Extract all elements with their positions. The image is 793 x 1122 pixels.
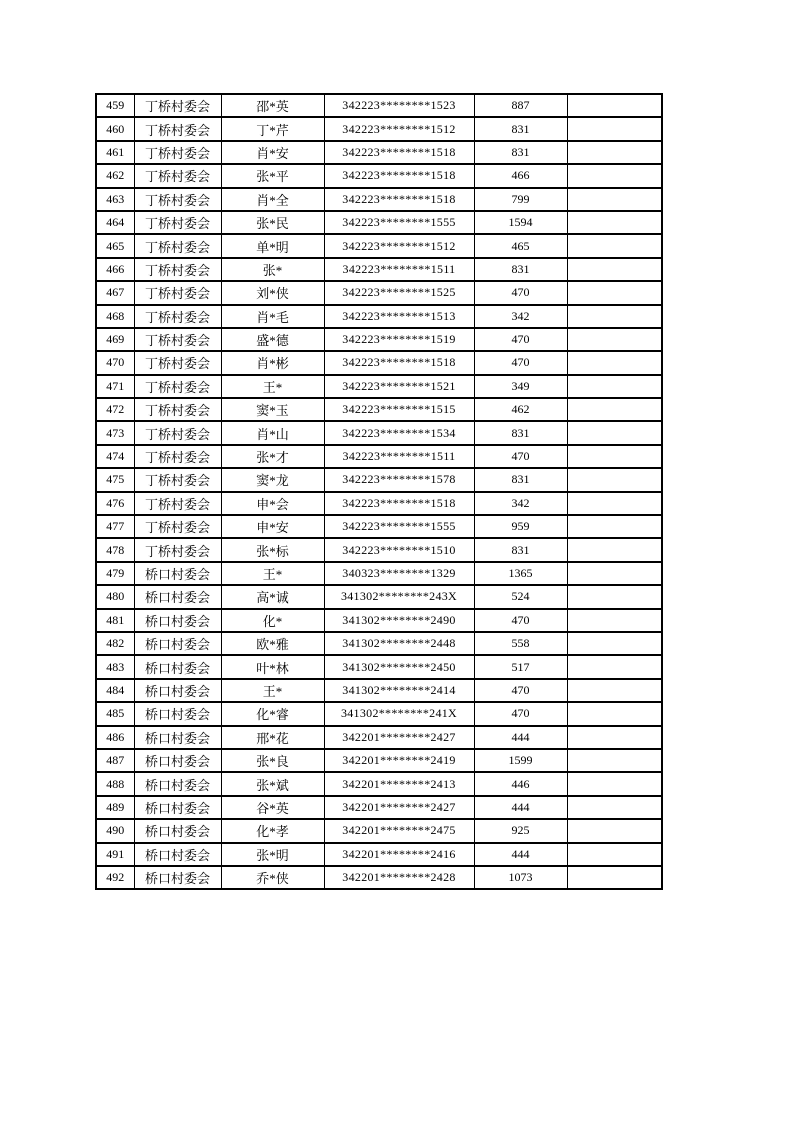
- person-name-cell: 化*睿: [221, 702, 324, 725]
- id-number-cell: 342201********2413: [324, 772, 474, 795]
- person-name-cell: 肖*毛: [221, 305, 324, 328]
- row-number-cell: 485: [96, 702, 134, 725]
- table-row: [96, 819, 662, 842]
- note-cell: [567, 117, 662, 140]
- person-name-cell: 王*: [221, 562, 324, 585]
- village-cell: 丁桥村委会: [134, 164, 221, 187]
- id-number-cell: 342201********2475: [324, 819, 474, 842]
- amount-cell: 1599: [474, 749, 567, 772]
- village-cell: 丁桥村委会: [134, 468, 221, 491]
- id-number-cell: 342201********2427: [324, 726, 474, 749]
- table-body: [96, 94, 662, 889]
- note-cell: [567, 726, 662, 749]
- id-number-cell: 342223********1523: [324, 94, 474, 117]
- row-number-cell: 473: [96, 421, 134, 444]
- id-number-cell: 342223********1519: [324, 328, 474, 351]
- note-cell: [567, 538, 662, 561]
- village-cell: 丁桥村委会: [134, 375, 221, 398]
- person-name-cell: 张*: [221, 258, 324, 281]
- amount-cell: 517: [474, 655, 567, 678]
- note-cell: [567, 305, 662, 328]
- table-row: [96, 258, 662, 281]
- table-row: [96, 796, 662, 819]
- id-number-cell: 342201********2427: [324, 796, 474, 819]
- amount-cell: 524: [474, 585, 567, 608]
- row-number-cell: 483: [96, 655, 134, 678]
- note-cell: [567, 351, 662, 374]
- table-row: [96, 328, 662, 351]
- row-number-cell: 474: [96, 445, 134, 468]
- note-cell: [567, 398, 662, 421]
- id-number-cell: 341302********2448: [324, 632, 474, 655]
- row-number-cell: 462: [96, 164, 134, 187]
- table-row: [96, 305, 662, 328]
- village-cell: 丁桥村委会: [134, 94, 221, 117]
- person-name-cell: 张*标: [221, 538, 324, 561]
- village-cell: 丁桥村委会: [134, 515, 221, 538]
- village-cell: 丁桥村委会: [134, 117, 221, 140]
- table-row: [96, 234, 662, 257]
- note-cell: [567, 632, 662, 655]
- village-cell: 桥口村委会: [134, 609, 221, 632]
- id-number-cell: 342223********1510: [324, 538, 474, 561]
- village-cell: 丁桥村委会: [134, 421, 221, 444]
- table-row: [96, 398, 662, 421]
- amount-cell: 470: [474, 679, 567, 702]
- person-name-cell: 张*平: [221, 164, 324, 187]
- person-name-cell: 窦*龙: [221, 468, 324, 491]
- id-number-cell: 342223********1512: [324, 117, 474, 140]
- person-name-cell: 张*才: [221, 445, 324, 468]
- person-name-cell: 单*明: [221, 234, 324, 257]
- amount-cell: 470: [474, 328, 567, 351]
- row-number-cell: 467: [96, 281, 134, 304]
- person-name-cell: 张*民: [221, 211, 324, 234]
- id-number-cell: 341302********243X: [324, 585, 474, 608]
- note-cell: [567, 679, 662, 702]
- id-number-cell: 342223********1555: [324, 211, 474, 234]
- row-number-cell: 488: [96, 772, 134, 795]
- table-row: [96, 866, 662, 889]
- person-name-cell: 邢*花: [221, 726, 324, 749]
- village-cell: 桥口村委会: [134, 843, 221, 866]
- row-number-cell: 489: [96, 796, 134, 819]
- id-number-cell: 342223********1578: [324, 468, 474, 491]
- row-number-cell: 465: [96, 234, 134, 257]
- row-number-cell: 479: [96, 562, 134, 585]
- note-cell: [567, 281, 662, 304]
- village-cell: 桥口村委会: [134, 749, 221, 772]
- row-number-cell: 490: [96, 819, 134, 842]
- table-row: [96, 726, 662, 749]
- row-number-cell: 460: [96, 117, 134, 140]
- table-row: [96, 445, 662, 468]
- note-cell: [567, 866, 662, 889]
- village-cell: 丁桥村委会: [134, 211, 221, 234]
- row-number-cell: 468: [96, 305, 134, 328]
- village-cell: 丁桥村委会: [134, 234, 221, 257]
- person-name-cell: 高*诚: [221, 585, 324, 608]
- note-cell: [567, 655, 662, 678]
- amount-cell: 470: [474, 702, 567, 725]
- table-row: [96, 679, 662, 702]
- village-cell: 桥口村委会: [134, 632, 221, 655]
- table-row: [96, 632, 662, 655]
- id-number-cell: 341302********2450: [324, 655, 474, 678]
- id-number-cell: 342201********2428: [324, 866, 474, 889]
- village-cell: 桥口村委会: [134, 866, 221, 889]
- village-cell: 丁桥村委会: [134, 141, 221, 164]
- id-number-cell: 342223********1512: [324, 234, 474, 257]
- row-number-cell: 472: [96, 398, 134, 421]
- person-name-cell: 欧*雅: [221, 632, 324, 655]
- amount-cell: 342: [474, 305, 567, 328]
- note-cell: [567, 796, 662, 819]
- table-row: [96, 515, 662, 538]
- note-cell: [567, 585, 662, 608]
- row-number-cell: 491: [96, 843, 134, 866]
- village-cell: 桥口村委会: [134, 702, 221, 725]
- amount-cell: 831: [474, 141, 567, 164]
- id-number-cell: 342223********1518: [324, 492, 474, 515]
- row-number-cell: 464: [96, 211, 134, 234]
- village-cell: 丁桥村委会: [134, 445, 221, 468]
- id-number-cell: 342223********1525: [324, 281, 474, 304]
- row-number-cell: 470: [96, 351, 134, 374]
- person-name-cell: 丁*芹: [221, 117, 324, 140]
- person-name-cell: 化*: [221, 609, 324, 632]
- table-row: [96, 585, 662, 608]
- id-number-cell: 342223********1515: [324, 398, 474, 421]
- row-number-cell: 481: [96, 609, 134, 632]
- village-cell: 桥口村委会: [134, 655, 221, 678]
- id-number-cell: 342223********1518: [324, 351, 474, 374]
- id-number-cell: 342223********1521: [324, 375, 474, 398]
- amount-cell: 446: [474, 772, 567, 795]
- person-name-cell: 王*: [221, 679, 324, 702]
- person-name-cell: 张*明: [221, 843, 324, 866]
- person-name-cell: 申*安: [221, 515, 324, 538]
- table-row: [96, 772, 662, 795]
- amount-cell: 349: [474, 375, 567, 398]
- note-cell: [567, 702, 662, 725]
- note-cell: [567, 562, 662, 585]
- amount-cell: 465: [474, 234, 567, 257]
- note-cell: [567, 421, 662, 444]
- id-number-cell: 341302********2414: [324, 679, 474, 702]
- person-name-cell: 肖*山: [221, 421, 324, 444]
- amount-cell: 831: [474, 117, 567, 140]
- id-number-cell: 342223********1555: [324, 515, 474, 538]
- person-name-cell: 张*斌: [221, 772, 324, 795]
- note-cell: [567, 375, 662, 398]
- table-row: [96, 538, 662, 561]
- amount-cell: 1073: [474, 866, 567, 889]
- id-number-cell: 341302********241X: [324, 702, 474, 725]
- table-row: [96, 211, 662, 234]
- note-cell: [567, 211, 662, 234]
- note-cell: [567, 609, 662, 632]
- village-cell: 桥口村委会: [134, 726, 221, 749]
- village-cell: 桥口村委会: [134, 796, 221, 819]
- id-number-cell: 342223********1511: [324, 445, 474, 468]
- village-cell: 丁桥村委会: [134, 328, 221, 351]
- row-number-cell: 469: [96, 328, 134, 351]
- table-row: [96, 375, 662, 398]
- village-cell: 丁桥村委会: [134, 305, 221, 328]
- table-row: [96, 492, 662, 515]
- row-number-cell: 492: [96, 866, 134, 889]
- note-cell: [567, 492, 662, 515]
- village-cell: 丁桥村委会: [134, 398, 221, 421]
- amount-cell: 470: [474, 609, 567, 632]
- note-cell: [567, 328, 662, 351]
- person-name-cell: 刘*侠: [221, 281, 324, 304]
- person-name-cell: 肖*安: [221, 141, 324, 164]
- row-number-cell: 459: [96, 94, 134, 117]
- amount-cell: 1365: [474, 562, 567, 585]
- table-row: [96, 164, 662, 187]
- village-cell: 桥口村委会: [134, 679, 221, 702]
- row-number-cell: 477: [96, 515, 134, 538]
- note-cell: [567, 188, 662, 211]
- id-number-cell: 342223********1534: [324, 421, 474, 444]
- person-name-cell: 王*: [221, 375, 324, 398]
- amount-cell: 831: [474, 538, 567, 561]
- row-number-cell: 480: [96, 585, 134, 608]
- table-row: [96, 421, 662, 444]
- person-name-cell: 肖*全: [221, 188, 324, 211]
- person-name-cell: 肖*彬: [221, 351, 324, 374]
- note-cell: [567, 164, 662, 187]
- amount-cell: 444: [474, 796, 567, 819]
- amount-cell: 444: [474, 726, 567, 749]
- amount-cell: 342: [474, 492, 567, 515]
- row-number-cell: 484: [96, 679, 134, 702]
- beneficiary-table: [95, 93, 663, 890]
- id-number-cell: 342223********1518: [324, 141, 474, 164]
- amount-cell: 1594: [474, 211, 567, 234]
- row-number-cell: 466: [96, 258, 134, 281]
- id-number-cell: 340323********1329: [324, 562, 474, 585]
- row-number-cell: 476: [96, 492, 134, 515]
- village-cell: 丁桥村委会: [134, 351, 221, 374]
- row-number-cell: 463: [96, 188, 134, 211]
- amount-cell: 831: [474, 421, 567, 444]
- amount-cell: 462: [474, 398, 567, 421]
- amount-cell: 444: [474, 843, 567, 866]
- note-cell: [567, 843, 662, 866]
- id-number-cell: 341302********2490: [324, 609, 474, 632]
- person-name-cell: 叶*林: [221, 655, 324, 678]
- id-number-cell: 342223********1518: [324, 188, 474, 211]
- note-cell: [567, 258, 662, 281]
- table-row: [96, 141, 662, 164]
- id-number-cell: 342223********1511: [324, 258, 474, 281]
- row-number-cell: 461: [96, 141, 134, 164]
- id-number-cell: 342201********2416: [324, 843, 474, 866]
- person-name-cell: 谷*英: [221, 796, 324, 819]
- id-number-cell: 342223********1518: [324, 164, 474, 187]
- person-name-cell: 窦*玉: [221, 398, 324, 421]
- row-number-cell: 471: [96, 375, 134, 398]
- id-number-cell: 342201********2419: [324, 749, 474, 772]
- note-cell: [567, 445, 662, 468]
- person-name-cell: 张*良: [221, 749, 324, 772]
- table-row: [96, 281, 662, 304]
- note-cell: [567, 515, 662, 538]
- note-cell: [567, 819, 662, 842]
- village-cell: 桥口村委会: [134, 562, 221, 585]
- village-cell: 丁桥村委会: [134, 538, 221, 561]
- table-row: [96, 117, 662, 140]
- village-cell: 桥口村委会: [134, 772, 221, 795]
- village-cell: 丁桥村委会: [134, 492, 221, 515]
- table-row: [96, 468, 662, 491]
- person-name-cell: 邵*英: [221, 94, 324, 117]
- note-cell: [567, 772, 662, 795]
- person-name-cell: 乔*侠: [221, 866, 324, 889]
- table-row: [96, 655, 662, 678]
- village-cell: 丁桥村委会: [134, 188, 221, 211]
- village-cell: 桥口村委会: [134, 585, 221, 608]
- person-name-cell: 化*孝: [221, 819, 324, 842]
- amount-cell: 799: [474, 188, 567, 211]
- row-number-cell: 478: [96, 538, 134, 561]
- amount-cell: 831: [474, 258, 567, 281]
- village-cell: 桥口村委会: [134, 819, 221, 842]
- person-name-cell: 申*会: [221, 492, 324, 515]
- row-number-cell: 487: [96, 749, 134, 772]
- note-cell: [567, 468, 662, 491]
- table-row: [96, 749, 662, 772]
- table-row: [96, 609, 662, 632]
- table-row: [96, 562, 662, 585]
- table-row: [96, 702, 662, 725]
- note-cell: [567, 234, 662, 257]
- person-name-cell: 盛*德: [221, 328, 324, 351]
- id-number-cell: 342223********1513: [324, 305, 474, 328]
- amount-cell: 831: [474, 468, 567, 491]
- amount-cell: 466: [474, 164, 567, 187]
- row-number-cell: 482: [96, 632, 134, 655]
- table-row: [96, 188, 662, 211]
- amount-cell: 470: [474, 351, 567, 374]
- amount-cell: 887: [474, 94, 567, 117]
- table-row: [96, 94, 662, 117]
- village-cell: 丁桥村委会: [134, 281, 221, 304]
- note-cell: [567, 749, 662, 772]
- note-cell: [567, 141, 662, 164]
- amount-cell: 959: [474, 515, 567, 538]
- row-number-cell: 486: [96, 726, 134, 749]
- amount-cell: 470: [474, 281, 567, 304]
- amount-cell: 925: [474, 819, 567, 842]
- amount-cell: 558: [474, 632, 567, 655]
- table-row: [96, 351, 662, 374]
- row-number-cell: 475: [96, 468, 134, 491]
- table-row: [96, 843, 662, 866]
- amount-cell: 470: [474, 445, 567, 468]
- village-cell: 丁桥村委会: [134, 258, 221, 281]
- note-cell: [567, 94, 662, 117]
